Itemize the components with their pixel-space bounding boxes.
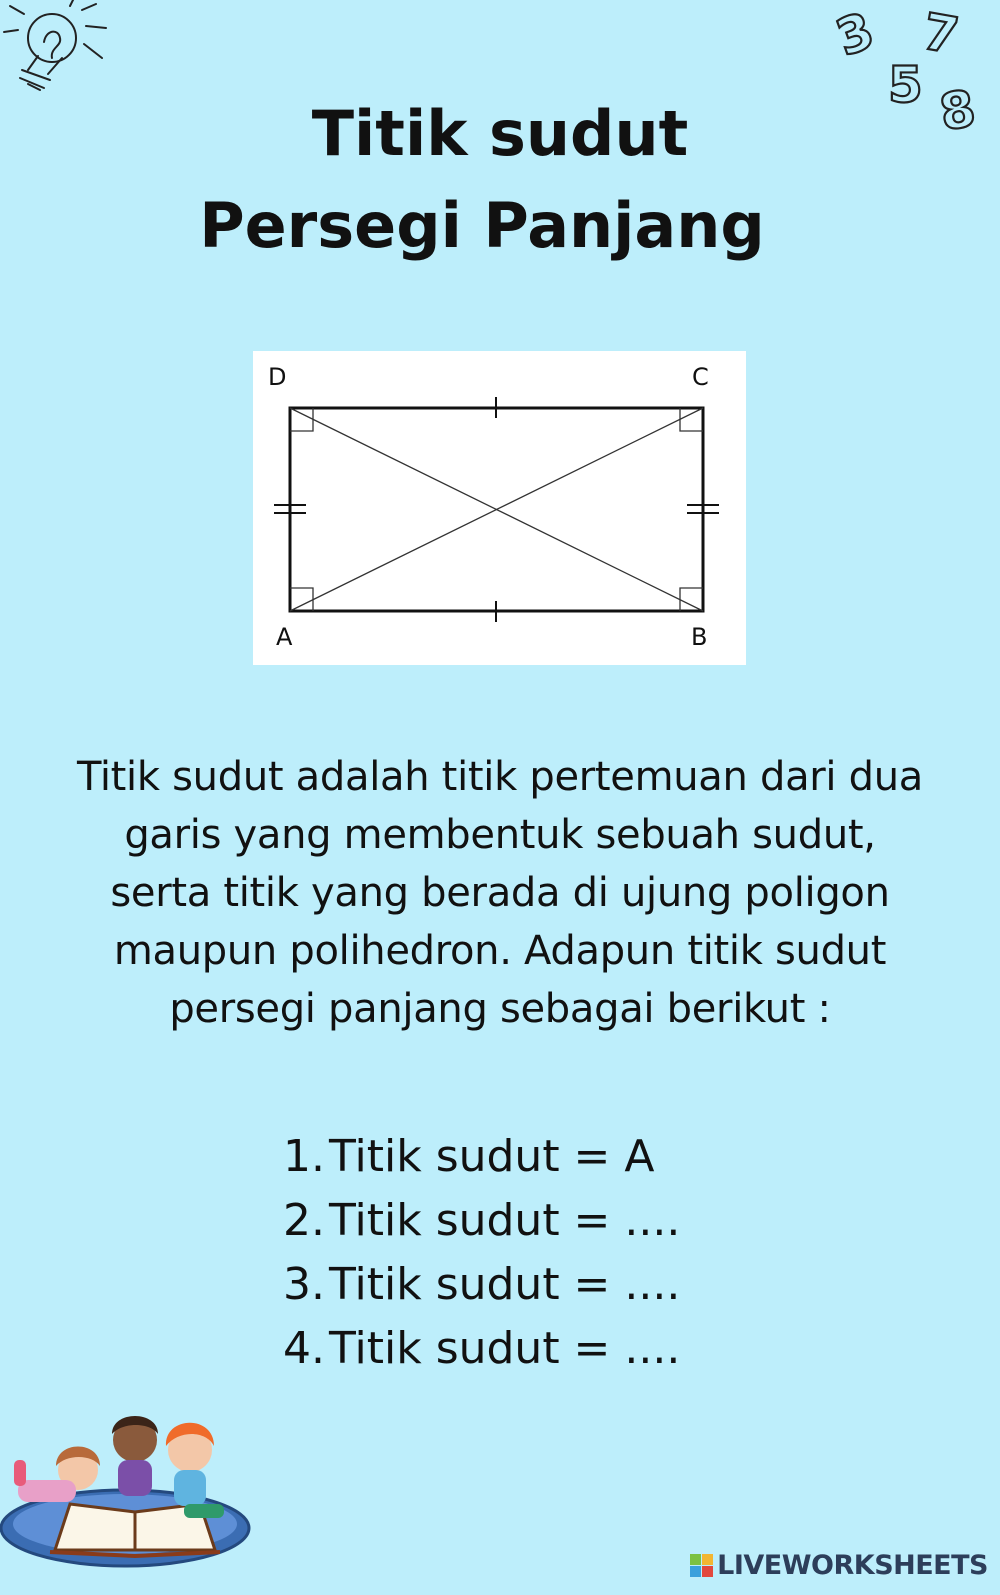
rectangle-figure <box>253 351 746 665</box>
list-item <box>283 1189 680 1253</box>
liveworksheets-logo-icon <box>690 1554 713 1577</box>
right-angle-mark-a <box>290 588 313 611</box>
watermark-text: LIVEWORKSHEETS <box>717 1550 988 1581</box>
right-angle-mark-d <box>290 408 313 431</box>
list-item <box>283 1317 680 1381</box>
list-item <box>283 1125 680 1189</box>
vertex-label-d: D <box>268 363 287 391</box>
page-title-line-1: Titik sudut <box>311 97 689 170</box>
list-item-number: 2. <box>283 1195 325 1246</box>
list-item-text: Titik sudut = .... <box>329 1259 681 1310</box>
description-paragraph: Titik sudut adalah titik pertemuan dari dua garis yang membentuk sebuah sudut, serta titik yang berada di ujung poligon maupun polihedron. Adapun titik sudut persegi panjang sebagai berikut : <box>76 754 924 1032</box>
vertex-label-c: C <box>692 363 709 391</box>
list-item-number: 1. <box>283 1131 325 1182</box>
corner-number: 5 <box>888 56 923 114</box>
lightbulb-icon <box>0 0 120 100</box>
watermark <box>690 1550 988 1581</box>
answer-list <box>283 1125 680 1381</box>
corner-number: 8 <box>935 78 980 143</box>
vertex-label-b: B <box>691 623 708 651</box>
vertex-label-a: A <box>276 623 293 651</box>
list-item <box>283 1253 680 1317</box>
children-reading-illustration <box>0 1400 260 1580</box>
corner-number: 3 <box>828 1 882 68</box>
rectangle-diagram <box>253 351 746 665</box>
list-item-text: Titik sudut = .... <box>329 1195 681 1246</box>
right-angle-mark-b <box>680 588 703 611</box>
list-item-text: Titik sudut = A <box>329 1131 655 1182</box>
list-item-text: Titik sudut = .... <box>329 1323 681 1374</box>
list-item-number: 4. <box>283 1323 325 1374</box>
corner-number: 7 <box>918 2 963 66</box>
list-item-number: 3. <box>283 1259 325 1310</box>
page-title-line-2: Persegi Panjang <box>199 189 765 262</box>
right-angle-mark-c <box>680 408 703 431</box>
